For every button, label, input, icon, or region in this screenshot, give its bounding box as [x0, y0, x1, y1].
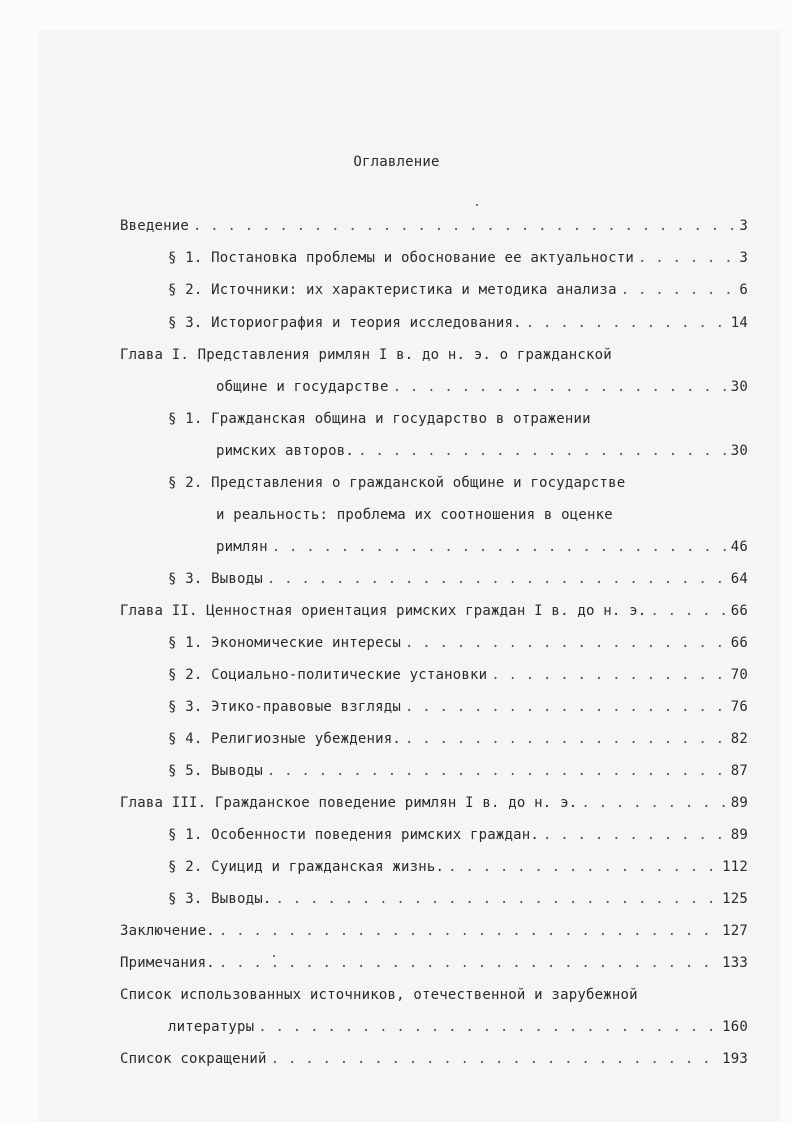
toc-page-number: 125: [722, 891, 748, 907]
page-title: Оглавление: [353, 154, 440, 170]
toc-entry-label: Введение: [120, 216, 193, 236]
toc-ch1-section-2-line[interactable]: § 2. Представления о гражданской общине и государстве: [168, 475, 626, 491]
toc-entry-ch1-section-3[interactable]: [168, 569, 748, 589]
toc-page-number: 30: [730, 443, 748, 459]
toc-entry-label: римлян: [216, 537, 272, 557]
toc-page-number: 112: [722, 859, 748, 875]
toc-entry-label: § 1. Постановка проблемы и обоснование ее актуальности: [168, 248, 638, 268]
toc-entry-label: общине и государстве: [216, 377, 393, 397]
toc-entry-label: Примечания.: [120, 953, 219, 973]
toc-page-number: 89: [730, 795, 748, 811]
toc-page-number: 82: [730, 731, 748, 747]
toc-entry-ch2-section-5[interactable]: [168, 761, 748, 781]
toc-entry-intro-section-2[interactable]: [168, 280, 748, 300]
toc-bibliography-heading[interactable]: Список использованных источников, отечественной и зарубежной: [120, 987, 638, 1003]
toc-page-number: 30: [730, 379, 748, 395]
toc-ch1-section-1-line[interactable]: § 1. Гражданская община и государство в отражении: [168, 411, 591, 427]
toc-page-number: 14: [730, 315, 748, 331]
toc-page-number: 66: [730, 603, 748, 619]
toc-entry-intro-section-1[interactable]: [168, 248, 748, 268]
toc-entry-label: Глава III. Гражданское поведение римлян I в. до н. э.: [120, 793, 581, 813]
toc-entry-introduction[interactable]: [120, 216, 748, 236]
toc-entry-abbreviations[interactable]: [120, 1049, 748, 1069]
toc-entry-chapter-2[interactable]: [120, 601, 748, 621]
toc-page-number: 66: [730, 635, 748, 651]
toc-page-number: 70: [730, 667, 748, 683]
toc-page-number: 87: [730, 763, 748, 779]
toc-entry-label: § 3. Этико-правовые взгляды: [168, 697, 405, 717]
toc-page-number: 64: [730, 571, 748, 587]
toc-entry-chapter-1[interactable]: [216, 377, 748, 397]
toc-entry-intro-section-3[interactable]: [168, 313, 748, 333]
toc-page-number: 127: [722, 923, 748, 939]
toc-entry-ch3-section-3[interactable]: [168, 889, 748, 909]
toc-page-number: 193: [722, 1051, 748, 1067]
toc-entry-ch1-section-1[interactable]: [216, 441, 748, 461]
toc-entry-conclusion[interactable]: [120, 921, 748, 941]
toc-entry-ch2-section-2[interactable]: [168, 665, 748, 685]
toc-entry-label: § 2. Источники: их характеристика и методика анализа: [168, 280, 621, 300]
toc-page-number: 6: [739, 282, 748, 298]
toc-entry-label: Список сокращений: [120, 1049, 271, 1069]
toc-entry-label: Заключение.: [120, 921, 219, 941]
toc-ch1-section-2-line[interactable]: и реальность: проблема их соотношения в оценке: [216, 507, 613, 523]
toc-page-number: 133: [722, 955, 748, 971]
toc-entry-ch3-section-2[interactable]: [168, 857, 748, 877]
toc-page-number: 76: [730, 699, 748, 715]
toc-entry-ch2-section-1[interactable]: [168, 633, 748, 653]
toc-entry-label: § 2. Социально-политические установки: [168, 665, 491, 685]
toc-entry-notes[interactable]: [120, 953, 748, 973]
toc-entry-ch2-section-4[interactable]: [168, 729, 748, 749]
toc-entry-label: § 3. Историография и теория исследования.: [168, 313, 526, 333]
toc-entry-label: § 4. Религиозные убеждения.: [168, 729, 405, 749]
toc-entry-label: § 1. Экономические интересы: [168, 633, 405, 653]
toc-entry-label: римских авторов.: [216, 441, 358, 461]
scan-speck: [476, 204, 478, 206]
toc-page-number: 160: [722, 1019, 748, 1035]
toc-entry-bibliography[interactable]: [168, 1017, 748, 1037]
toc-entry-ch3-section-1[interactable]: [168, 825, 748, 845]
toc-chapter-1-heading[interactable]: Глава I. Представления римлян I в. до н. э. о гражданской: [120, 347, 612, 363]
toc-page-number: 46: [730, 539, 748, 555]
toc-entry-label: § 5. Выводы: [168, 761, 267, 781]
scan-speck: [273, 955, 275, 957]
toc-entry-label: § 3. Выводы: [168, 569, 267, 589]
toc-entry-label: § 1. Особенности поведения римских граждан.: [168, 825, 543, 845]
toc-page-number: 3: [739, 250, 748, 266]
toc-entry-label: § 2. Суицид и гражданская жизнь.: [168, 857, 448, 877]
toc-page-number: 3: [739, 218, 748, 234]
toc-entry-ch2-section-3[interactable]: [168, 697, 748, 717]
toc-entry-label: литературы: [168, 1017, 258, 1037]
toc-entry-label: § 3. Выводы.: [168, 889, 276, 909]
toc-entry-label: Глава II. Ценностная ориентация римских граждан I в. до н. э.: [120, 601, 650, 621]
toc-entry-chapter-3[interactable]: [120, 793, 748, 813]
toc-entry-ch1-section-2[interactable]: [216, 537, 748, 557]
toc-page-number: 89: [730, 827, 748, 843]
